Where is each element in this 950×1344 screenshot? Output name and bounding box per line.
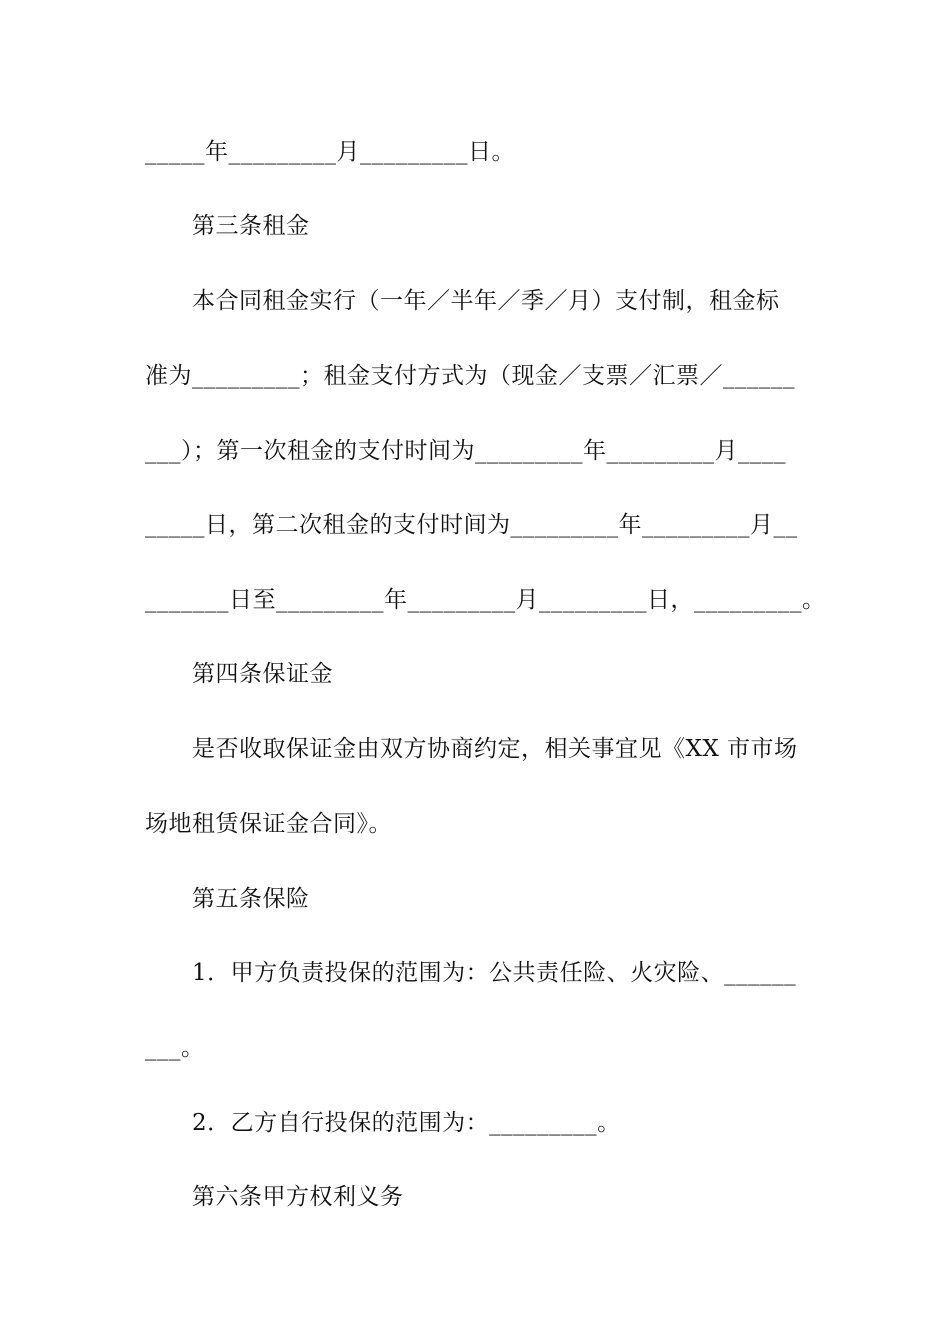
- insurance-item-one-line-1: 1．甲方负责投保的范围为：公共责任险、火灾险、______: [192, 960, 797, 986]
- rent-paragraph-line-5: _______日至_________年_________月_________日，_________。: [145, 587, 826, 613]
- article-five-heading: 第五条保险: [192, 886, 310, 912]
- date-blank-line: _____年_________月_________日。: [145, 139, 515, 165]
- rent-paragraph-line-1: 本合同租金实行（一年／半年／季／月）支付制，租金标: [192, 288, 780, 314]
- deposit-paragraph-line-2: 场地租赁保证金合同》。: [145, 811, 392, 837]
- rent-paragraph-line-3: ___）；第一次租金的支付时间为_________年_________月____: [145, 438, 786, 464]
- insurance-item-two: 2．乙方自行投保的范围为：_________。: [192, 1110, 621, 1136]
- rent-paragraph-line-4: _____日，第二次租金的支付时间为_________年_________月__: [145, 512, 798, 538]
- insurance-item-one-line-2: ___。: [145, 1035, 205, 1061]
- article-three-heading: 第三条租金: [192, 213, 310, 239]
- rent-paragraph-line-2: 准为_________；租金支付方式为（现金／支票／汇票／______: [145, 363, 795, 389]
- article-four-heading: 第四条保证金: [192, 661, 333, 687]
- article-six-heading: 第六条甲方权利义务: [192, 1184, 404, 1210]
- deposit-paragraph-line-1: 是否收取保证金由双方协商约定，相关事宜见《XX 市市场: [192, 736, 798, 762]
